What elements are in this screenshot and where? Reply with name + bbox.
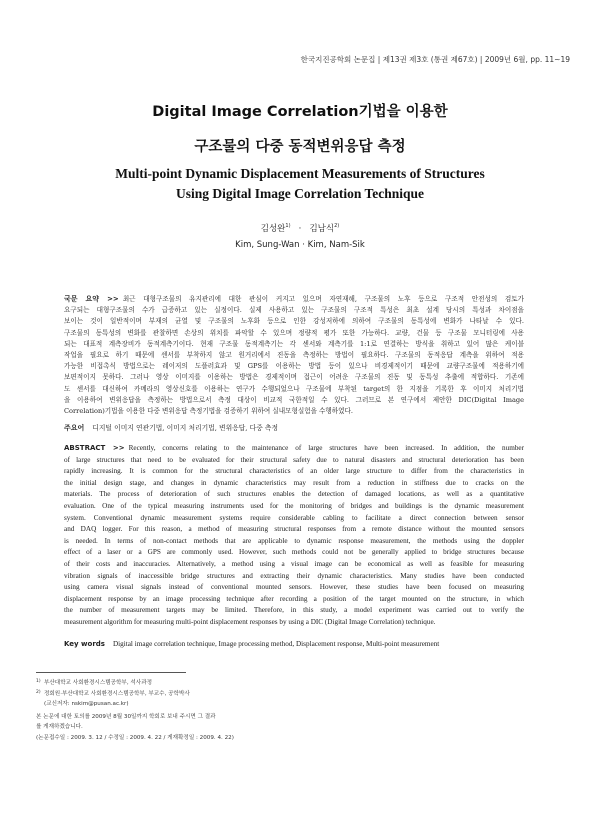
abstract-english-line	[64, 455, 524, 467]
abstract-korean-text: 요구되는 대형구조물의 수가 급증하고 있는 실정이다. 실제 사용하고 있는 구조물의 구조적 특성은 최초 설계 당시의 특성과 차이점을	[64, 306, 524, 315]
footnote-divider	[36, 672, 186, 673]
footnote-1	[36, 678, 336, 689]
title-korean-line-2: 구조물의 다중 동적변위응답 측정	[194, 139, 406, 155]
footnote-corresponding	[36, 699, 336, 710]
corresponding-author-email: (교신저자: nskim@pusan.ac.kr)	[44, 701, 129, 708]
abstract-korean-line	[64, 294, 524, 305]
abstract-korean-text: 도 센서를 대신하여 카메라의 영상신호를 이용하는 연구가 수행되었으나 구조물에 부착된 target의 한 지점을 기록한 후 이미지 처리기법	[64, 384, 524, 393]
abstract-english-text: using camera visual signals instead of conventional mounted sensors. However, these studies have been focused on measuring	[64, 583, 524, 592]
abstract-korean-text: 보이는 것이 일반적이며 부재의 균열 및 구조물의 노후화 등으로 인한 강성저하에 의하여 구조물의 동특성에 변화가 나타날 수 있다.	[64, 317, 524, 326]
abstract-korean-line	[64, 350, 524, 361]
abstract-english-line	[64, 524, 524, 536]
abstract-english-line	[64, 536, 524, 548]
discussion-note-line-1: 본 논문에 대한 토의를 2009년 8월 30일까지 학회로 보내 주시면 그 결과	[36, 713, 216, 720]
abstract-korean-text: 구조물의 동특성의 변화를 관찰하면 손상의 위치를 파악할 수 있으며 정량적 평가 또한 가능하다. 교량, 건물 등 구조물 모니터링에 사용	[64, 328, 524, 337]
author-separator: ·	[298, 224, 302, 234]
keywords-english-label: Key words	[64, 640, 105, 648]
abstract-english	[64, 443, 524, 629]
abstract-korean-line	[64, 372, 524, 383]
footnote-1-text: 부산대학교 사회환경시스템공학부, 석사과정	[44, 680, 153, 686]
author-1-name: 김성완	[260, 224, 286, 234]
abstract-english-text: of their costs and inaccuracies. Alternatively, a method using a visual image can be economical as well as feasible for measuring	[64, 559, 524, 568]
author-2-footnote-mark: 2)	[334, 223, 340, 230]
abstract-korean-label: 국문 요약 >>	[64, 295, 119, 303]
footnotes	[36, 678, 336, 744]
abstract-korean-text: 보편적이지 못하다. 그러나 영상 이미지를 이용하는 방법은 경제적이며 접근이 어려운 구조물의 진동 및 동특성 추출에 적합하다. 기존에	[64, 373, 524, 382]
abstract-korean-line	[64, 361, 524, 372]
abstract-english-text: the initial design stage, and changes in dynamic characteristics may result from a reduction in stiffness due to cracks on the	[64, 478, 524, 487]
abstract-english-line	[64, 582, 524, 594]
footnote-2	[36, 689, 336, 700]
abstract-english-line	[64, 501, 524, 513]
abstract-korean-text: Correlation)기법을 이용한 다중 변위응답 측정기법을 검증하기 위하여 실내모형실험을 수행하였다.	[64, 407, 353, 416]
abstract-english-line	[64, 478, 524, 490]
footnote-3-mark	[36, 699, 44, 710]
keywords-english-text: Digital image correlation technique, Image processing method, Displacement response, Multi-point measurement	[112, 640, 440, 648]
running-head: 한국지진공학회 논문집 | 제13권 제3호 (통권 제67호) | 2009년 6월, pp. 11~19	[300, 55, 570, 64]
footnote-2-text: 정회원·부산대학교 사회환경시스템공학부, 부교수, 공학박사	[44, 690, 190, 697]
abstract-english-text: effect of a laser or a GPS are commonly used. However, such methods could not be generally applied to bridge structures because	[64, 548, 524, 557]
abstract-korean-line	[64, 328, 524, 339]
abstract-english-text: Recently, concerns relating to the maintenance of large structures have been increased. In addition, the number	[128, 444, 524, 452]
author-2-name: 김남식	[309, 224, 335, 234]
abstract-english-line	[64, 594, 524, 606]
discussion-note-line-2: 를 게재하겠습니다.	[36, 724, 83, 731]
abstract-english-line	[64, 617, 524, 629]
submission-dates: (논문접수일 : 2009. 3. 12 / 수정일 : 2009. 4. 22 / 게재확정일 : 2009. 4. 22)	[36, 734, 234, 741]
abstract-korean-line	[64, 395, 524, 406]
title-english-line-1: Multi-point Dynamic Displacement Measurements of Structures	[115, 166, 485, 181]
abstract-english-text: rapidly increasing. It is common for the structural characteristics of an older large structure to differ from the characteristics in	[64, 467, 524, 476]
abstract-english-text: materials. The process of deterioration of such structures enables the detection of damaged locations, as well as a quantitative	[64, 490, 524, 499]
abstract-english-line	[64, 489, 524, 501]
abstract-english-text: vibration signals of inaccessible bridge structures and extracting their dynamic characteristics. Many studies have been conducted	[64, 571, 524, 580]
abstract-english-text: measurement algorithm for measuring multi-point displacement responses by using a DIC (Digital Image Correlation) technique.	[64, 617, 436, 626]
abstract-korean-line	[64, 305, 524, 316]
abstract-korean-text: 을 이용하여 변위응답을 측정하는 방법으로서 측정 대상이 비교적 국한적일 수 있다. 그러므로 본 연구에서 제안한 DIC(Digital Image	[64, 395, 524, 404]
abstract-english-text: is needed. In terms of non-contact methods that are applicable to dynamic response measurement, the methods using the doppler	[64, 536, 524, 545]
abstract-english-label: ABSTRACT >>	[64, 444, 125, 452]
abstract-english-text: evaluation. One of the typical measuring instruments used for the monitoring of bridges and buildings is the dynamic measurement	[64, 501, 524, 510]
abstract-korean-text: 최근 대형구조물의 유지관리에 대한 관심이 커지고 있으며 자연재해, 구조물의 노후 등으로 구조적 안전성의 검토가	[122, 295, 524, 303]
keywords-english	[64, 640, 524, 648]
abstract-english-text: the number of measurement targets may be limited. Therefore, in this study, a model experiment was carried out to verify the	[64, 606, 524, 615]
abstract-korean-text: 작업을 필요로 하기 때문에 센서를 부착하지 않고 원거리에서 진동을 측정하는 방법이 필요하다. 구조물의 동적응답 계측을 위하여 적용	[64, 351, 524, 360]
abstract-korean-line	[64, 384, 524, 395]
abstract-english-text: of large structures that need to be evaluated for their structural safety due to natural disasters and structural deterioration has been	[64, 455, 524, 464]
authors-korean	[0, 222, 600, 234]
abstract-english-line	[64, 466, 524, 478]
abstract-english-line	[64, 547, 524, 559]
abstract-korean-text: 가능한 비접촉식 방법으로는 레이저의 도플러효과 및 GPS를 이용하는 방법 등이 있으나 비경제적이기 때문에 교량구조물에 적용하기에	[64, 362, 524, 371]
abstract-english-line	[64, 559, 524, 571]
abstract-english-line	[64, 571, 524, 583]
abstract-korean-text: 되는 대표적 계측장비가 동적계측기이다. 현재 구조물 동적계측기는 각 센서와 계측기를 1:1로 연결하는 방식을 취하고 있어 많은 케이블	[64, 339, 524, 348]
abstract-korean-line	[64, 406, 524, 417]
abstract-english-line	[64, 513, 524, 525]
title-korean-line-1: Digital Image Correlation기법을 이용한	[152, 104, 448, 120]
abstract-korean	[64, 294, 524, 417]
footnote-2-mark: 2)	[36, 689, 41, 695]
keywords-korean	[64, 422, 524, 433]
title-english-line-2: Using Digital Image Correlation Technique	[175, 186, 425, 201]
discussion-note	[36, 712, 336, 733]
keywords-korean-label: 주요어	[64, 424, 85, 432]
author-1-footnote-mark: 1)	[285, 223, 291, 230]
abstract-korean-line	[64, 316, 524, 327]
footnote-1-mark: 1)	[36, 679, 41, 684]
abstract-english-text: system. Conventional dynamic measurement systems require considerable cabling to facilitate a direct connection between sensor	[64, 513, 524, 522]
keywords-korean-text: 디지털 이미지 연관기법, 이미지 처리기법, 변위응답, 다중 측정	[92, 424, 279, 432]
abstract-korean-line	[64, 339, 524, 350]
abstract-english-line	[64, 443, 524, 455]
authors-english: Kim, Sung-Wan · Kim, Nam-Sik	[235, 240, 365, 250]
abstract-english-line	[64, 605, 524, 617]
abstract-english-text: and DAQ logger. For this reason, a method of measuring structural responses from a remote distance without the mounted sensors	[64, 525, 524, 534]
abstract-english-text: displacement response by an image processing technique after recording a position of the target mounted on the structure, in which	[64, 594, 524, 603]
